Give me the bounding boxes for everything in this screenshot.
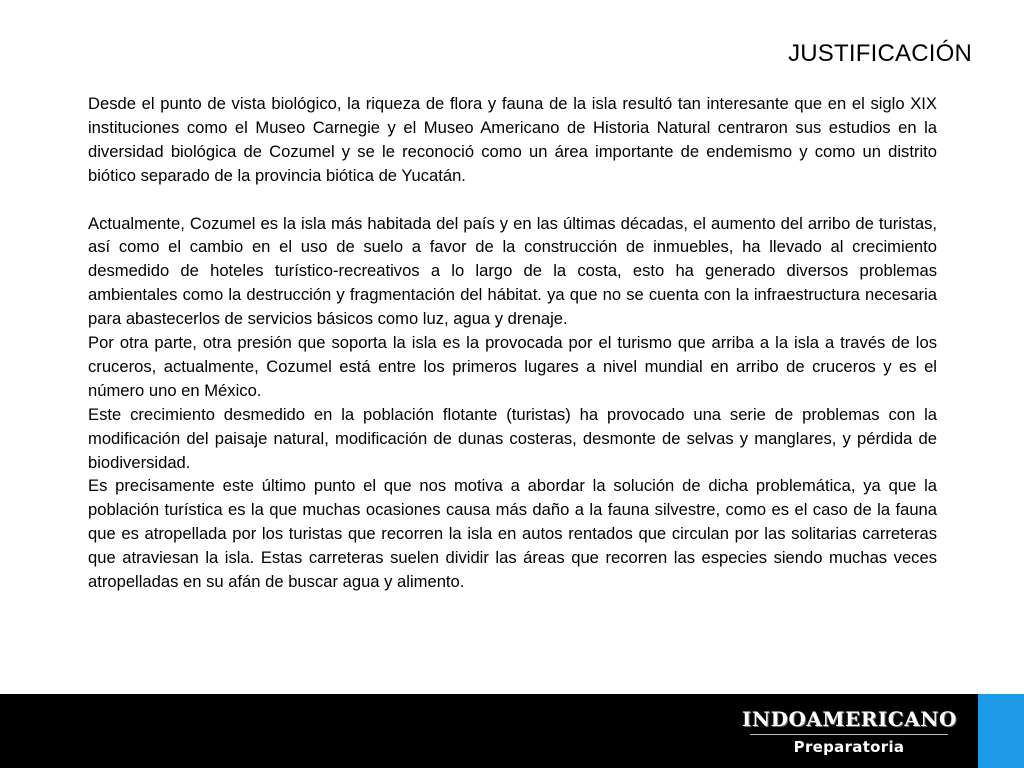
- slide-title: JUSTIFICACIÓN: [788, 40, 972, 67]
- paragraph-5: Es precisamente este último punto el que nos motiva a abordar la solución de dicha problemática, ya que la población turística es la que muchas ocasiones causa más daño a la fauna silvestre, como es el caso de la fauna que es atropellada por los turistas que recorren la isla en autos rentados que circulan por las solitarias carreteras que atraviesan la isla. Estas carreteras suelen dividir las áreas que recorren las especies siendo muchas veces atropelladas en su afán de buscar agua y alimento.: [88, 476, 937, 592]
- logo-divider: [750, 734, 948, 735]
- indoamericano-logo: [742, 706, 956, 762]
- logo-main-text: INDOAMERICANO: [742, 707, 957, 731]
- slide-body: [88, 92, 937, 594]
- footer-accent-bar: [978, 694, 1024, 768]
- paragraph-1: Desde el punto de vista biológico, la riqueza de flora y fauna de la isla resultó tan interesante que en el siglo XIX instituciones como el Museo Carnegie y el Museo Americano de Historia Natural centraron sus estudios en la diversidad biológica de Cozumel y se le reconoció como un área importante de endemismo y como un distrito biótico separado de la provincia biótica de Yucatán.: [88, 94, 937, 185]
- paragraph-3: Por otra parte, otra presión que soporta la isla es la provocada por el turismo que arriba a la isla a través de los cruceros, actualmente, Cozumel está entre los primeros lugares a nivel mundial en arribo de cruceros y es el número uno en México.: [88, 333, 937, 400]
- paragraph-4: Este crecimiento desmedido en la población flotante (turistas) ha provocado una serie de problemas con la modificación del paisaje natural, modificación de dunas costeras, desmonte de selvas y manglares, y pérdida de biodiversidad.: [88, 404, 937, 472]
- logo-sub-text: Preparatoria: [793, 738, 905, 756]
- paragraph-2: Actualmente, Cozumel es la isla más habitada del país y en las últimas décadas, el aumento del arribo de turistas, así como el cambio en el uso de suelo a favor de la construcción de inmuebles, ha llevado al crecimiento desmedido de hoteles turístico-recreativos a lo largo de la costa, esto ha generado diversos problemas ambientales como la destrucción y fragmentación del hábitat. ya que no se cuenta con la infraestructura necesaria para abastecerlos de servicios básicos como luz, agua y drenaje.: [88, 213, 937, 329]
